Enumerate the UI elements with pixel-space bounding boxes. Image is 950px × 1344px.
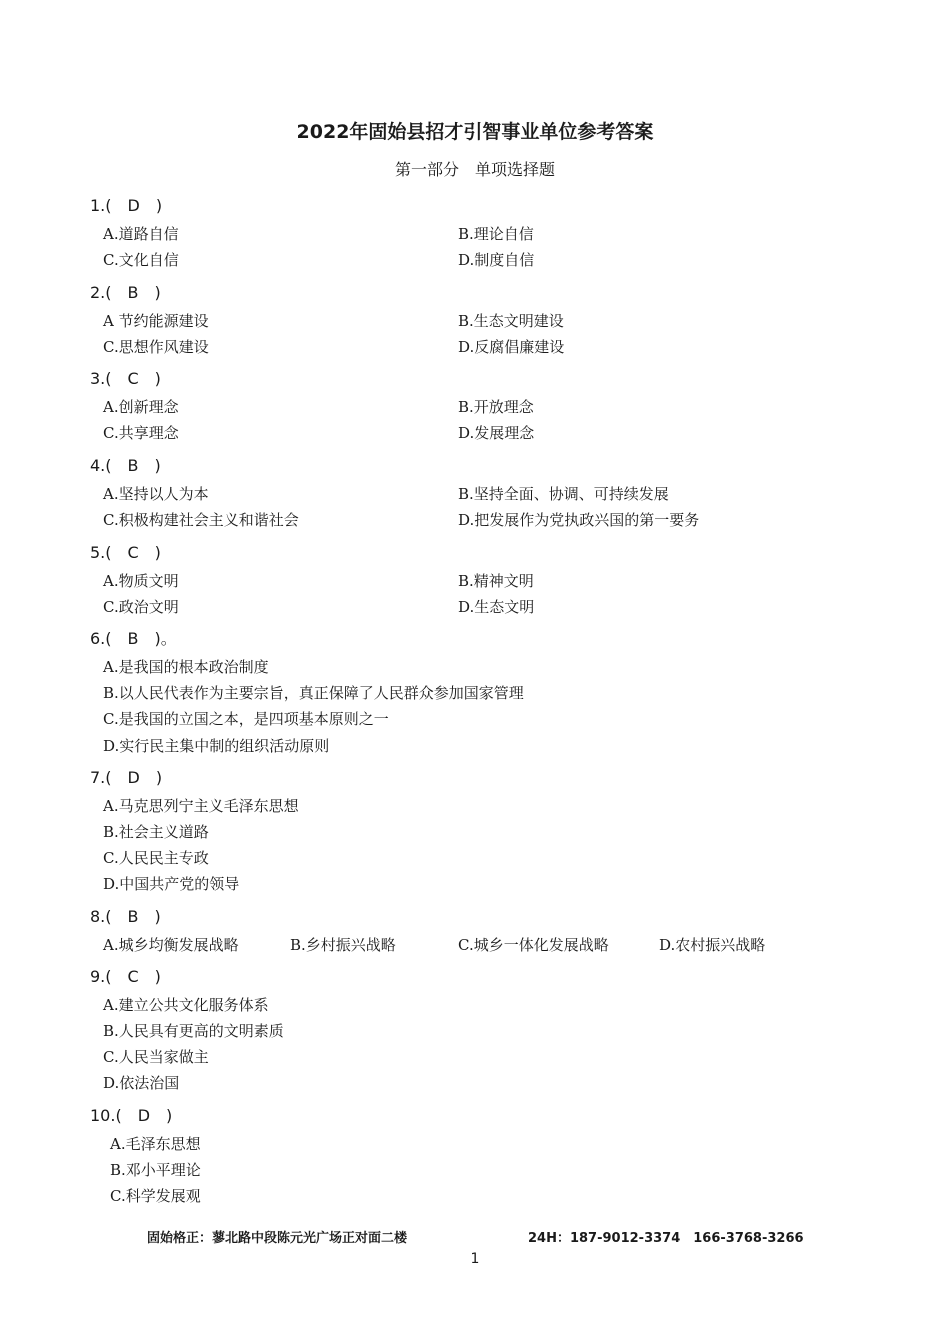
question-9-option-d: D.依法治国 [103, 1074, 180, 1092]
question-7-option-a: A.马克思列宁主义毛泽东思想 [103, 797, 299, 815]
question-10-option-a: A.毛泽东思想 [110, 1135, 201, 1153]
footer-phone: 24H：187-9012-3374 166-3768-3266 [528, 1231, 804, 1246]
question-5-option-a: A.物质文明 [103, 572, 179, 590]
question-5-option-c: C.政治文明 [103, 598, 179, 616]
question-3-option-b: B.开放理念 [458, 398, 534, 416]
question-6-option-b: B.以人民代表作为主要宗旨，真正保障了人民群众参加国家管理 [103, 684, 524, 702]
question-1-option-a: A.道路自信 [103, 225, 179, 243]
question-8-option-d: D.农村振兴战略 [659, 936, 766, 954]
question-9-option-a: A.建立公共文化服务体系 [103, 996, 269, 1014]
question-4-answer: 4.( B ) [90, 456, 161, 475]
section-heading: 第一部分 单项选择题 [394, 160, 555, 179]
question-10-option-b: B.邓小平理论 [110, 1161, 201, 1179]
question-8-answer: 8.( B ) [90, 907, 161, 926]
document-title: 2022年固始县招才引智事业单位参考答案 [296, 121, 654, 143]
question-8-option-b: B.乡村振兴战略 [290, 936, 396, 954]
footer-address: 固始格正：蓼北路中段陈元光广场正对面二楼 [147, 1231, 408, 1246]
question-3-option-c: C.共享理念 [103, 424, 179, 442]
question-7-option-d: D.中国共产党的领导 [103, 875, 240, 893]
question-8-option-a: A.城乡均衡发展战略 [103, 936, 239, 954]
question-4-option-a: A.坚持以人为本 [103, 485, 209, 503]
question-6-answer: 6.( B )。 [90, 629, 177, 648]
question-2-option-a: A 节约能源建设 [103, 312, 209, 330]
question-10-option-c: C.科学发展观 [110, 1187, 201, 1205]
question-9-answer: 9.( C ) [90, 967, 161, 986]
question-2-option-b: B.生态文明建设 [458, 312, 564, 330]
question-9-option-c: C.人民当家做主 [103, 1048, 209, 1066]
question-1-answer: 1.( D ) [90, 196, 163, 215]
question-7-option-c: C.人民民主专政 [103, 849, 209, 867]
question-2-option-c: C.思想作风建设 [103, 338, 209, 356]
question-1-option-d: D.制度自信 [458, 251, 535, 269]
question-7-option-b: B.社会主义道路 [103, 823, 209, 841]
question-2-answer: 2.( B ) [90, 283, 161, 302]
question-5-option-b: B.精神文明 [458, 572, 534, 590]
question-8-option-c: C.城乡一体化发展战略 [458, 936, 609, 954]
question-9-option-b: B.人民具有更高的文明素质 [103, 1022, 284, 1040]
question-10-answer: 10.( D ) [90, 1106, 173, 1125]
question-4-option-c: C.积极构建社会主义和谐社会 [103, 511, 299, 529]
question-2-option-d: D.反腐倡廉建设 [458, 338, 565, 356]
question-4-option-b: B.坚持全面、协调、可持续发展 [458, 485, 669, 503]
question-5-option-d: D.生态文明 [458, 598, 535, 616]
question-3-option-d: D.发展理念 [458, 424, 535, 442]
question-1-option-b: B.理论自信 [458, 225, 534, 243]
question-1-option-c: C.文化自信 [103, 251, 179, 269]
question-6-option-d: D.实行民主集中制的组织活动原则 [103, 737, 330, 755]
question-6-option-a: A.是我国的根本政治制度 [103, 658, 269, 676]
page-number: 1 [470, 1251, 480, 1267]
question-5-answer: 5.( C ) [90, 543, 161, 562]
question-4-option-d: D.把发展作为党执政兴国的第一要务 [458, 511, 700, 529]
question-3-answer: 3.( C ) [90, 369, 161, 388]
question-6-option-c: C.是我国的立国之本，是四项基本原则之一 [103, 710, 389, 728]
question-3-option-a: A.创新理念 [103, 398, 179, 416]
question-7-answer: 7.( D ) [90, 768, 163, 787]
